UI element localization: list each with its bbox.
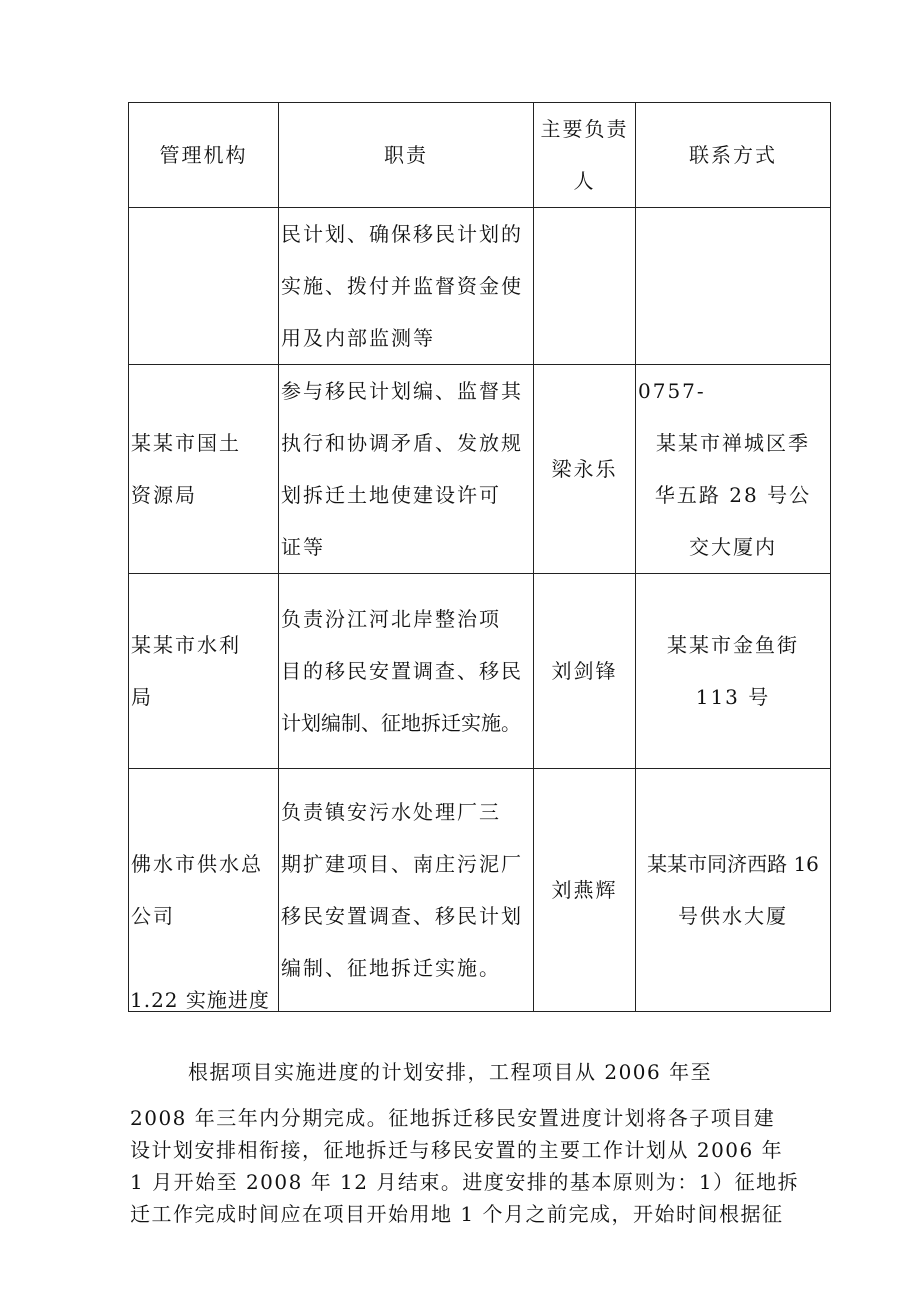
contact-line: 华五路 28 号公 [654, 483, 812, 507]
org-line: 资源局 [131, 483, 197, 507]
cell-person: 梁永乐 [534, 365, 636, 574]
duty-line: 实施、拨付并监督资金使 [281, 274, 523, 298]
contact-line: 某某市禅城区季 [656, 431, 810, 455]
header-contact: 联系方式 [636, 103, 831, 208]
contact-line: 某某市同济西路 16 [647, 852, 819, 876]
duty-line: 证等 [281, 535, 325, 559]
table-row [129, 208, 831, 365]
cell-org [129, 574, 279, 769]
paragraph-line: 根据项目实施进度的计划安排，工程项目从 2006 年至 [188, 1060, 713, 1084]
duty-line: 负责汾江河北岸整治项 [281, 607, 501, 631]
header-org: 管理机构 [129, 103, 279, 208]
duty-line: 参与移民计划编、监督其 [281, 379, 523, 403]
cell-org [129, 208, 279, 365]
org-line: 局 [131, 685, 153, 709]
paragraph-line: 2008 年三年内分期完成。征地拆迁移民安置进度计划将各子项目建 [130, 1106, 776, 1130]
table-row [129, 574, 831, 769]
duty-line: 负责镇安污水处理厂三 [281, 800, 501, 824]
table-row [129, 365, 831, 574]
section-title: 1.22 实施进度 [130, 988, 270, 1012]
duty-line: 目的移民安置调查、移民 [281, 659, 523, 683]
contact-line: 113 号 [695, 685, 771, 709]
cell-person: 刘剑锋 [534, 574, 636, 769]
duty-line: 期扩建项目、南庄污泥厂 [281, 852, 523, 876]
cell-contact [636, 769, 831, 1012]
cell-contact [636, 208, 831, 365]
org-line: 某某市国土 [131, 431, 241, 455]
table-header-row [129, 103, 831, 208]
org-line: 佛水市供水总 [131, 852, 263, 876]
duty-line: 计划编制、征地拆迁实施。 [281, 711, 521, 735]
org-line: 某某市水利 [131, 633, 241, 657]
paragraph-line: 1 月开始至 2008 年 12 月结束。进度安排的基本原则为：1）征地拆 [130, 1170, 800, 1194]
cell-contact [636, 574, 831, 769]
contact-line: 某某市金鱼街 [667, 633, 799, 657]
header-person-line: 人 [573, 169, 596, 193]
duty-line: 民计划、确保移民计划的 [281, 222, 523, 246]
cell-contact [636, 365, 831, 574]
paragraph-line: 迁工作完成时间应在项目开始用地 1 个月之前完成，开始时间根据征 [130, 1202, 784, 1226]
header-person [534, 103, 636, 208]
org-line: 公司 [131, 904, 175, 928]
management-table [128, 102, 831, 1012]
cell-duty [279, 574, 534, 769]
table-row [129, 769, 831, 1012]
header-person-line: 主要负责 [540, 117, 629, 141]
contact-line: 0757- [638, 379, 706, 403]
header-duty: 职责 [279, 103, 534, 208]
contact-line: 交大厦内 [689, 535, 777, 559]
cell-person: 刘燕辉 [534, 769, 636, 1012]
cell-duty [279, 208, 534, 365]
cell-org [129, 365, 279, 574]
duty-line: 编制、征地拆迁实施。 [281, 956, 501, 980]
duty-line: 执行和协调矛盾、发放规 [281, 431, 523, 455]
paragraph-line: 设计划安排相衔接，征地拆迁与移民安置的主要工作计划从 2006 年 [130, 1138, 784, 1162]
cell-org [129, 769, 279, 1012]
duty-line: 用及内部监测等 [281, 326, 435, 350]
cell-duty [279, 769, 534, 1012]
duty-line: 划拆迁土地使建设许可 [281, 483, 501, 507]
cell-duty [279, 365, 534, 574]
contact-line: 号供水大厦 [678, 904, 788, 928]
duty-line: 移民安置调查、移民计划 [281, 904, 523, 928]
cell-person [534, 208, 636, 365]
